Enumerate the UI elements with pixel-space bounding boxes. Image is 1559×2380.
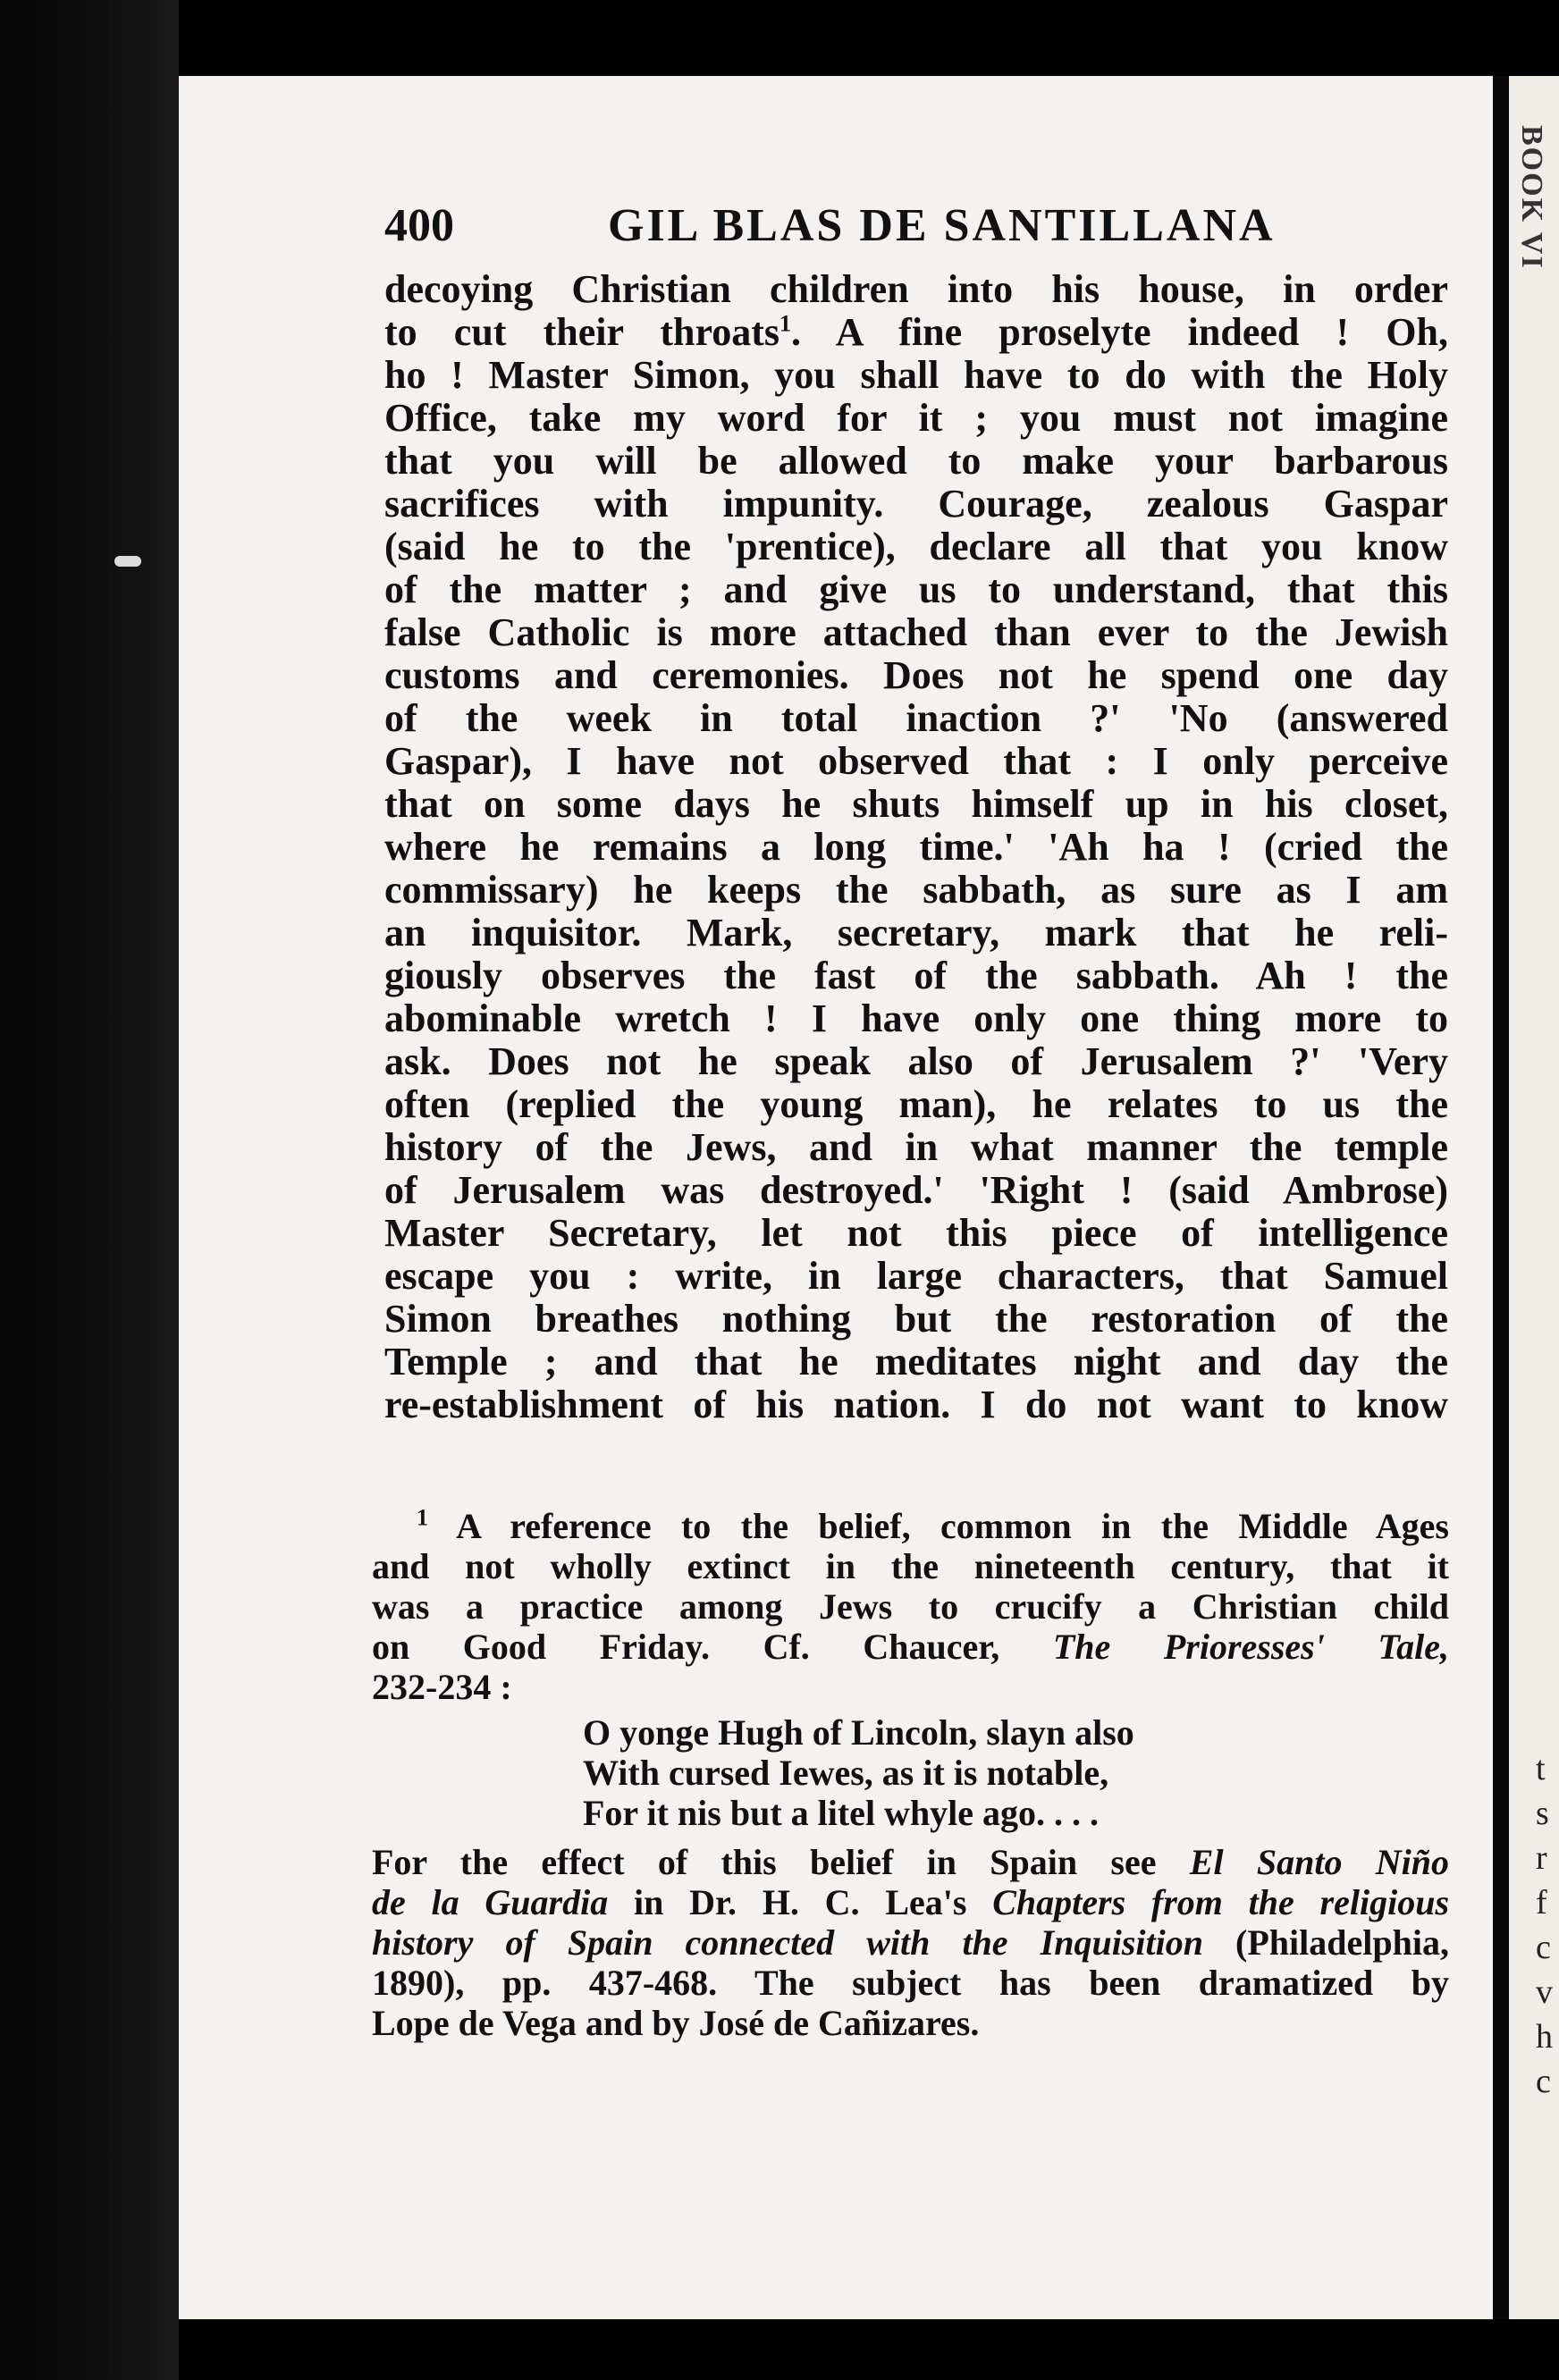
facing-page-running-head: BOOK VI — [1515, 125, 1548, 270]
text-line: abominable wretch ! I have only one thing more to — [384, 997, 1448, 1040]
footnote-line — [372, 1842, 1449, 1882]
text-line: Temple ; and that he meditates night and day the — [384, 1340, 1448, 1383]
facing-page-letter: h — [1536, 2018, 1553, 2056]
text-line: sacrifices with impunity. Courage, zealous Gaspar — [384, 482, 1448, 526]
running-head: GIL BLAS DE SANTILLANA — [608, 200, 1276, 251]
facing-page-letter: c — [1536, 1929, 1551, 1966]
text-line: re-establishment of his nation. I do not want to know — [384, 1383, 1448, 1426]
footnote-line — [372, 1627, 1449, 1667]
text-line: commissary) he keeps the sabbath, as sure as I am — [384, 868, 1448, 912]
text-segment: . A fine proselyte indeed ! Oh, — [791, 310, 1448, 354]
text-segment: to cut their throats — [384, 310, 780, 354]
text-line — [384, 311, 1448, 354]
text-line: Master Secretary, let not this piece of intelligence — [384, 1211, 1448, 1255]
text-line: history of the Jews, and in what manner the temple — [384, 1125, 1448, 1169]
text-line: of the matter ; and give us to understand, that this — [384, 568, 1448, 611]
cited-title: de la Guardia — [372, 1882, 609, 1922]
text-segment: For the effect of this belief in Spain see — [372, 1842, 1157, 1882]
text-segment: A reference to the belief, common in the Middle Ages — [456, 1506, 1449, 1546]
footnote-reference: 1 — [780, 310, 791, 337]
cited-title: history of Spain connected with the Inquisition — [372, 1922, 1203, 1963]
footnote-marker: 1 — [417, 1504, 428, 1531]
cited-title: El Santo Niño — [1189, 1842, 1449, 1882]
verse-line: For it nis but a litel whyle ago. . . . — [583, 1793, 1100, 1833]
text-line: (said he to the 'prentice), declare all that you know — [384, 525, 1448, 568]
footnote-line: and not wholly extinct in the nineteenth century, that it — [372, 1546, 1449, 1586]
facing-page-letter: c — [1536, 2063, 1551, 2100]
text-line: Gaspar), I have not observed that : I only perceive — [384, 739, 1448, 783]
facing-page-letter: t — [1536, 1750, 1546, 1787]
page-number: 400 — [384, 200, 454, 251]
text-segment: (Philadelphia, — [1235, 1922, 1449, 1963]
footnote-line — [372, 1882, 1449, 1922]
text-line: that on some days he shuts himself up in his closet, — [384, 782, 1448, 826]
scan-mark — [114, 556, 141, 567]
text-line: Office, take my word for it ; you must not imagine — [384, 396, 1448, 440]
footnote — [372, 1506, 1449, 2043]
scan-left-edge — [0, 0, 179, 2380]
footnote-line: was a practice among Jews to crucify a Christian child — [372, 1586, 1449, 1627]
text-line: ho ! Master Simon, you shall have to do with the Holy — [384, 353, 1448, 397]
text-line: ask. Does not he speak also of Jerusalem ?' 'Very — [384, 1039, 1448, 1083]
text-line: that you will be allowed to make your barbarous — [384, 439, 1448, 483]
footnote-line — [372, 1506, 1449, 1546]
body-text — [384, 268, 1448, 1426]
facing-page-letter: v — [1536, 1973, 1553, 2011]
cited-title: The Prioresses' Tale, — [1052, 1627, 1450, 1667]
text-segment: on Good Friday. Cf. Chaucer, — [372, 1627, 1000, 1667]
facing-page-letter: s — [1536, 1795, 1549, 1832]
text-line: giously observes the fast of the sabbath. Ah ! the — [384, 954, 1448, 997]
text-line: Simon breathes nothing but the restoration of the — [384, 1297, 1448, 1341]
footnote-line — [372, 1922, 1449, 1963]
text-line: where he remains a long time.' 'Ah ha ! (cried the — [384, 825, 1448, 869]
footnote-line: 232-234 : — [372, 1667, 512, 1707]
cited-title: Chapters from the religious — [992, 1882, 1450, 1922]
facing-page-letter: r — [1536, 1839, 1547, 1877]
book-gutter — [1493, 76, 1509, 2319]
page-header — [384, 192, 1448, 264]
text-segment: in Dr. H. C. Lea's — [633, 1882, 967, 1922]
text-line: often (replied the young man), he relates to us the — [384, 1082, 1448, 1126]
text-line: of Jerusalem was destroyed.' 'Right ! (said Ambrose) — [384, 1168, 1448, 1212]
text-line: false Catholic is more attached than ever to the Jewish — [384, 610, 1448, 654]
text-line: an inquisitor. Mark, secretary, mark that he reli- — [384, 911, 1448, 955]
text-line: escape you : write, in large characters, that Samuel — [384, 1254, 1448, 1298]
facing-page-letter: f — [1536, 1884, 1547, 1922]
footnote-line: Lope de Vega and by José de Cañizares. — [372, 2003, 980, 2043]
verse-line: With cursed Iewes, as it is notable, — [583, 1753, 1109, 1793]
footnote-line: 1890), pp. 437-468. The subject has been dramatized by — [372, 1963, 1449, 2003]
verse-line: O yonge Hugh of Lincoln, slayn also — [583, 1712, 1134, 1753]
text-line: decoying Christian children into his house, in order — [384, 267, 1448, 311]
text-line: of the week in total inaction ?' 'No (answered — [384, 696, 1448, 740]
verse-quotation — [583, 1712, 1449, 1833]
text-line: customs and ceremonies. Does not he spend one day — [384, 653, 1448, 697]
